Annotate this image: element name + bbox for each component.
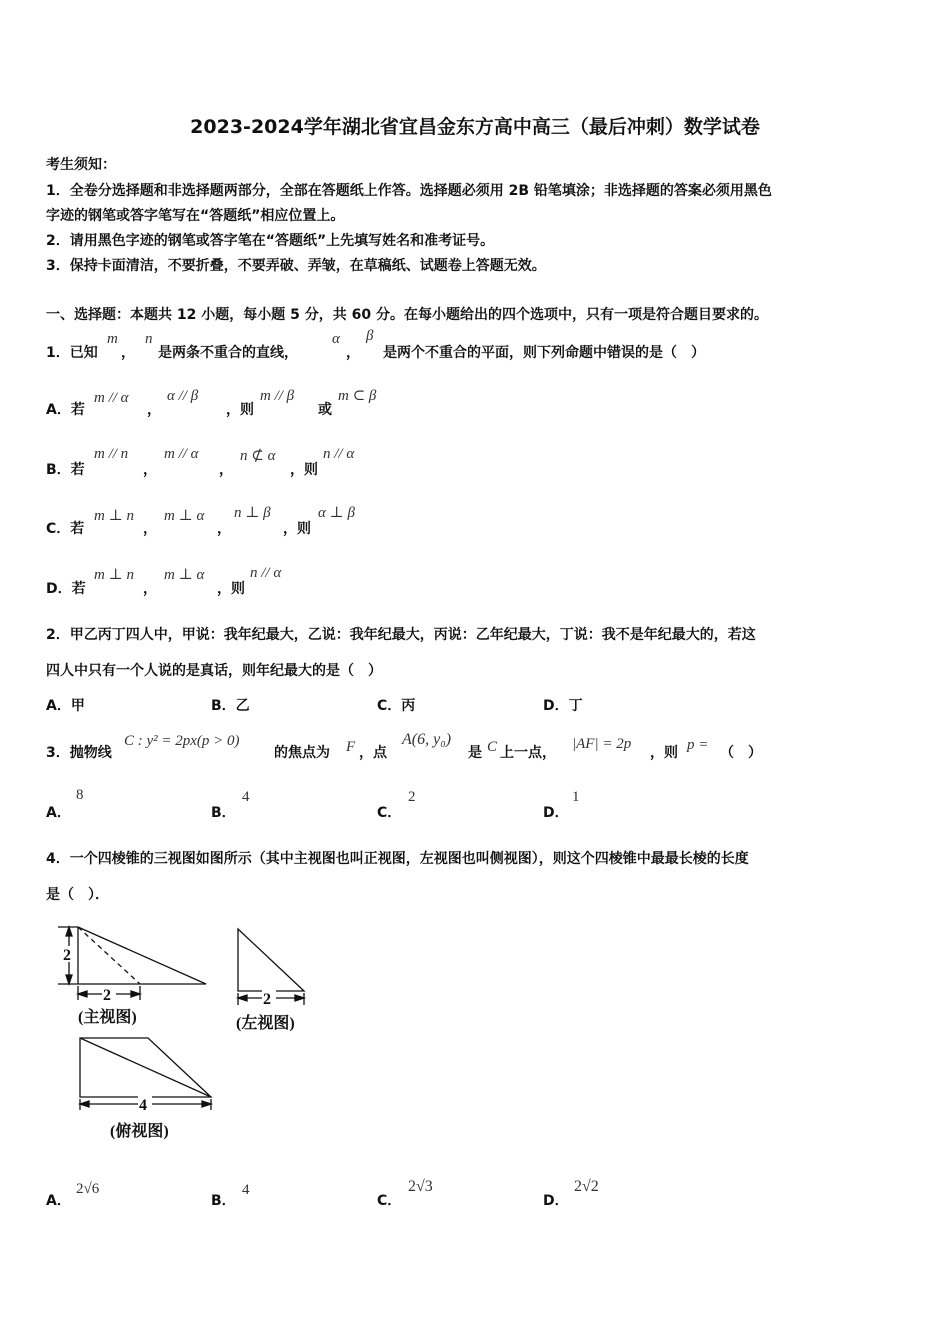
q1-a-cond: m ⊂ β [338, 388, 377, 404]
q4-value-c: 2√3 [408, 1178, 433, 1195]
top-width-label: 4 [139, 1097, 147, 1114]
q1-option-a[interactable]: A．若 [46, 402, 85, 418]
q4-stem: 4．一个四棱锥的三视图如图所示（其中主视图也叫正视图，左视图也叫侧视图），则这个四棱锥中最最长棱的长度 [46, 851, 749, 867]
q2-option-c[interactable]: C．丙 [377, 698, 416, 714]
q1-c-cond: α ⊥ β [318, 505, 355, 521]
front-height-label: 2 [63, 947, 71, 964]
q1-d-cond: m ⊥ α [164, 567, 205, 583]
q3-curve: C [487, 739, 498, 755]
q2-option-d[interactable]: D．丁 [543, 698, 583, 714]
q3-value-b: 4 [242, 789, 250, 805]
q1-c-sep: ， [143, 521, 157, 537]
q4-value-d: 2√2 [574, 1178, 599, 1195]
q1-b-cond: n // α [323, 446, 355, 462]
q1-b-cond: m // α [164, 446, 199, 462]
q2-option-b[interactable]: B．乙 [211, 698, 250, 714]
q3-text: （ ） [720, 745, 762, 761]
q1-d-cond: n // α [250, 565, 282, 581]
q1-m: m [107, 331, 118, 347]
side-view-caption: (左视图) [236, 1015, 295, 1032]
q1-c-sep: ，则 [283, 521, 311, 537]
q1-b-sep: ， [143, 462, 157, 478]
q4-value-a: 2√6 [76, 1181, 100, 1197]
q3-value-a: 8 [76, 787, 84, 803]
q1-prefix: 1．已知 [46, 345, 98, 361]
q1-alpha: α [332, 331, 340, 347]
q3-text: 的焦点为 [274, 745, 330, 761]
q1-comma2: ， [346, 345, 360, 361]
q3-focus: F [346, 739, 356, 755]
q3-option-d[interactable]: D． [543, 805, 569, 821]
notice-line: 2．请用黑色字迹的钢笔或答字笔在“答题纸”上先填写姓名和准考证号。 [46, 233, 495, 249]
q1-a-cond: α // β [167, 388, 199, 404]
q1-beta: β [366, 328, 374, 344]
q1-b-sep: ， [219, 462, 233, 478]
q2-stem: 四人中只有一个人说的是真话，则年纪最大的是（ ） [46, 663, 382, 679]
q1-comma: ， [121, 345, 135, 361]
front-view [58, 927, 206, 1000]
q3-point: A(6, y₀) [402, 731, 452, 748]
q3-equation: C : y² = 2px(p > 0) [124, 733, 240, 749]
page-title: 2023-2024学年湖北省宜昌金东方高中高三（最后冲刺）数学试卷 [190, 116, 760, 138]
q1-d-sep: ，则 [217, 581, 245, 597]
q3-option-a[interactable]: A． [46, 805, 71, 821]
q1-n: n [145, 331, 153, 347]
q1-b-cond: m // n [94, 446, 129, 462]
q1-option-b[interactable]: B．若 [46, 462, 85, 478]
front-view-caption: (主视图) [78, 1009, 137, 1026]
q3-option-c[interactable]: C． [377, 805, 402, 821]
q4-option-b[interactable]: B． [211, 1193, 236, 1209]
q1-a-sep: 或 [318, 402, 332, 418]
q3-p: p = [687, 737, 709, 753]
q3-text: 是 [468, 745, 482, 761]
q2-stem: 2．甲乙丙丁四人中，甲说：我年纪最大，乙说：我年纪最大，丙说：乙年纪最大，丁说：我不是年纪最大的，若这 [46, 627, 756, 643]
q1-d-cond: m ⊥ n [94, 567, 134, 583]
notice-line: 3．保持卡面清洁，不要折叠，不要弄破、弄皱，在草稿纸、试题卷上答题无效。 [46, 258, 546, 274]
q1-c-sep: ， [217, 521, 231, 537]
q1-a-sep: ， [147, 402, 161, 418]
q1-mid: 是两条不重合的直线， [158, 345, 298, 361]
q1-c-cond: m ⊥ α [164, 508, 205, 524]
q2-option-a[interactable]: A．甲 [46, 698, 85, 714]
q4-option-d[interactable]: D． [543, 1193, 569, 1209]
q3-prefix: 3．抛物线 [46, 745, 112, 761]
q4-option-c[interactable]: C． [377, 1193, 402, 1209]
q4-option-a[interactable]: A． [46, 1193, 71, 1209]
notice-line: 字迹的钢笔或答字笔写在“答题纸”相应位置上。 [46, 208, 345, 224]
q3-text: ，则 [650, 745, 678, 761]
side-width-label: 2 [263, 991, 271, 1008]
q1-b-sep: ，则 [290, 462, 318, 478]
top-view-caption: (俯视图) [110, 1123, 169, 1140]
q3-distance: |AF| = 2p [572, 736, 632, 752]
q1-option-c[interactable]: C．若 [46, 521, 85, 537]
front-width-label: 2 [103, 987, 111, 1004]
q1-d-sep: ， [143, 581, 157, 597]
q4-stem: 是（ ）． [46, 887, 109, 903]
q3-value-d: 1 [572, 789, 580, 805]
q1-b-cond: n ⊄ α [240, 448, 276, 464]
q1-a-cond: m // α [94, 390, 129, 406]
q1-option-d[interactable]: D．若 [46, 581, 86, 597]
notice-heading: 考生须知： [46, 157, 116, 173]
q3-text: 上一点， [500, 745, 556, 761]
q1-c-cond: m ⊥ n [94, 508, 134, 524]
q3-value-c: 2 [408, 789, 416, 805]
notice-line: 1．全卷分选择题和非选择题两部分，全部在答题纸上作答。选择题必须用 2B 铅笔填涂；非选择题的答案必须用黑色 [46, 183, 772, 199]
q1-a-cond: m // β [260, 388, 295, 404]
q3-text: ，点 [359, 745, 387, 761]
q3-option-b[interactable]: B． [211, 805, 236, 821]
q1-suffix: 是两个不重合的平面，则下列命题中错误的是（ ） [383, 345, 705, 361]
section-heading: 一、选择题：本题共 12 小题，每小题 5 分，共 60 分。在每小题给出的四个选项中，只有一项是符合题目要求的。 [46, 307, 768, 323]
q1-c-cond: n ⊥ β [234, 505, 271, 521]
q4-value-b: 4 [242, 1182, 250, 1198]
q1-a-sep: ，则 [226, 402, 254, 418]
